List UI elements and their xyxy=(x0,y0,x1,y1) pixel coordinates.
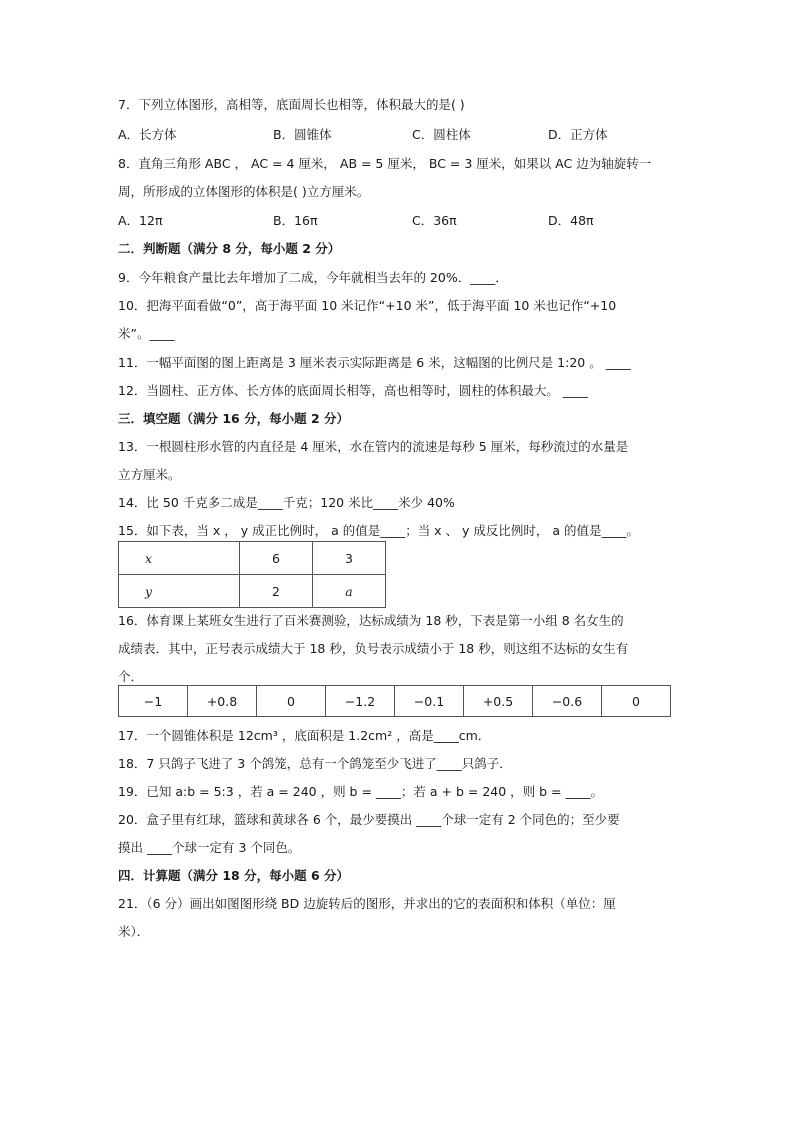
table-row xyxy=(119,542,386,575)
q16-line3: 个． xyxy=(118,669,144,684)
q7-option-b: B．圆锥体 xyxy=(273,127,332,142)
q20-line1: 20．盒子里有红球，篮球和黄球各 6 个，最少要摸出 ____个球一定有 2 个同色的；至少要 xyxy=(118,812,620,827)
table-cell: −0.1 xyxy=(395,686,464,717)
q9-text: 9．今年粮食产量比去年增加了二成，今年就相当去年的 20%．____． xyxy=(118,270,508,285)
q15-stem: 15．如下表，当 x ， y 成正比例时， a 的值是____；当 x 、 y 成反比例时， a 的值是____。 xyxy=(118,523,639,538)
q8-option-b: B．16π xyxy=(273,213,318,228)
q17-text: 17．一个圆锥体积是 12cm³ ，底面积是 1.2cm² ，高是____cm． xyxy=(118,728,491,743)
q8-line2: 周，所形成的立体图形的体积是( )立方厘米。 xyxy=(118,184,370,199)
table-cell: +0.8 xyxy=(188,686,257,717)
table-cell: a xyxy=(313,575,386,608)
q16-line2: 成绩表．其中，正号表示成绩大于 18 秒，负号表示成绩小于 18 秒，则这组不达标的女生有 xyxy=(118,641,629,656)
q7-option-c: C．圆柱体 xyxy=(412,127,471,142)
q16-line1: 16．体育课上某班女生进行了百米赛测验，达标成绩为 18 秒，下表是第一小组 8 名女生的 xyxy=(118,613,624,628)
q11-text: 11．一幅平面图的图上距离是 3 厘米表示实际距离是 6 米，这幅图的比例尺是 1:20 。 ____ xyxy=(118,355,631,370)
q7-option-a: A．长方体 xyxy=(118,127,177,142)
table-cell: 2 xyxy=(240,575,313,608)
q16-table xyxy=(118,685,671,717)
section-4-heading: 四．计算题（满分 18 分，每小题 6 分） xyxy=(118,868,350,883)
table-cell: +0.5 xyxy=(464,686,533,717)
q14-text: 14．比 50 千克多二成是____千克；120 米比____米少 40% xyxy=(118,495,455,510)
q8-option-c: C．36π xyxy=(412,213,457,228)
q18-text: 18．7 只鸽子飞进了 3 个鸽笼，总有一个鸽笼至少飞进了____只鸽子． xyxy=(118,756,512,771)
section-2-heading: 二．判断题（满分 8 分，每小题 2 分） xyxy=(118,241,341,256)
table-cell: 3 xyxy=(313,542,386,575)
q10-line2: 米”。____ xyxy=(118,326,175,341)
q12-text: 12．当圆柱、正方体、长方体的底面周长相等，高也相等时，圆柱的体积最大。 ____ xyxy=(118,383,588,398)
q13-line1: 13．一根圆柱形水管的内直径是 4 厘米，水在管内的流速是每秒 5 厘米，每秒流过的水量是 xyxy=(118,439,629,454)
q15-table xyxy=(118,541,386,608)
section-3-heading: 三．填空题（满分 16 分，每小题 2 分） xyxy=(118,411,350,426)
q8-option-a: A．12π xyxy=(118,213,163,228)
table-cell: y xyxy=(119,575,240,608)
table-cell: 0 xyxy=(602,686,671,717)
q20-line2: 摸出 ____个球一定有 3 个同色。 xyxy=(118,840,301,855)
q21-line1: 21．（6 分）画出如图图形绕 BD 边旋转后的图形，并求出的它的表面积和体积（单位：厘 xyxy=(118,896,616,911)
q19-text: 19．已知 a:b = 5:3 ，若 a = 240 ，则 b = ____；若 a + b = 240 ，则 b = ____。 xyxy=(118,784,603,799)
q13-line2: 立方厘米。 xyxy=(118,467,181,482)
q8-option-d: D．48π xyxy=(548,213,594,228)
q7-stem: 7．下列立体图形，高相等，底面周长也相等，体积最大的是( ) xyxy=(118,97,465,112)
q7-option-d: D．正方体 xyxy=(548,127,608,142)
table-cell: −1.2 xyxy=(326,686,395,717)
table-row xyxy=(119,686,671,717)
table-cell: 6 xyxy=(240,542,313,575)
q21-line2: 米）． xyxy=(118,924,150,939)
q10-line1: 10．把海平面看做“0”，高于海平面 10 米记作“+10 米”，低于海平面 10 米也记作“+10 xyxy=(118,298,617,313)
table-cell: −0.6 xyxy=(533,686,602,717)
table-cell: 0 xyxy=(257,686,326,717)
table-cell: −1 xyxy=(119,686,188,717)
table-row xyxy=(119,575,386,608)
q8-line1: 8．直角三角形 ABC ， AC = 4 厘米， AB = 5 厘米， BC = 3 厘米，如果以 AC 边为轴旋转一 xyxy=(118,156,652,171)
table-cell: x xyxy=(119,542,240,575)
